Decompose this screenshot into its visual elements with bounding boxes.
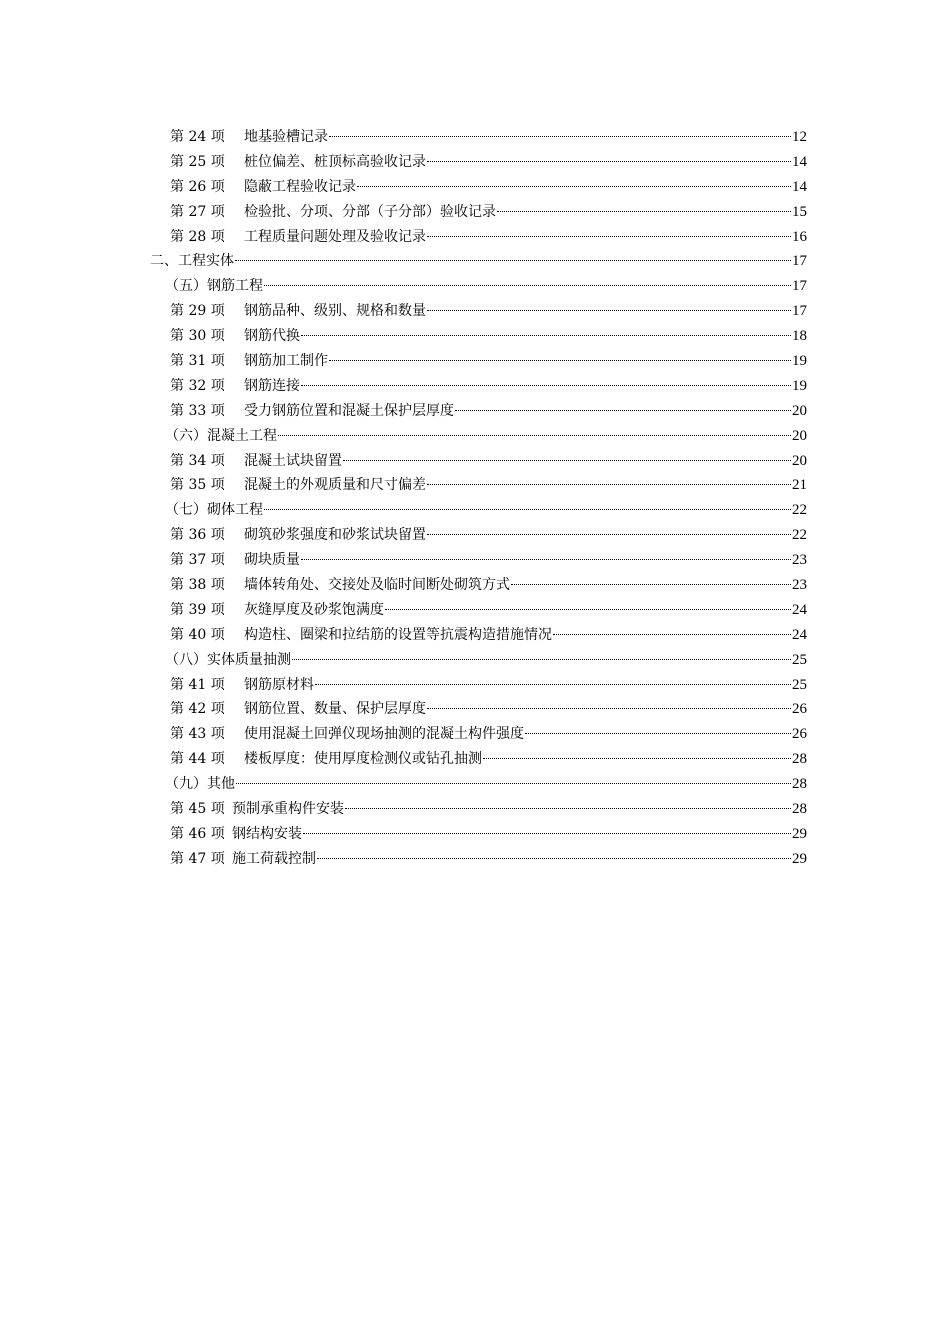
table-of-contents (150, 125, 807, 872)
toc-item-number: 第 31 项 (170, 353, 225, 370)
dot-leader (301, 335, 791, 336)
toc-entry-title: 使用混凝土回弹仪现场抽测的混凝土构件强度 (244, 726, 524, 743)
toc-page-number: 12 (792, 129, 807, 145)
toc-page-number: 19 (792, 353, 807, 370)
toc-entry-title: 受力钢筋位置和混凝土保护层厚度 (244, 402, 454, 419)
toc-item-number: 第 27 项 (170, 203, 225, 220)
toc-page-number: 18 (792, 328, 807, 345)
dot-leader (427, 310, 791, 311)
toc-page-number: 17 (792, 253, 807, 270)
toc-entry[interactable] (150, 175, 807, 200)
toc-entry[interactable] (150, 374, 807, 399)
dot-leader (483, 758, 791, 759)
toc-entry-title: 钢筋品种、级别、规格和数量 (244, 303, 426, 320)
toc-entry-title: （七）砌体工程 (165, 502, 263, 519)
toc-page-number: 29 (792, 850, 807, 867)
dot-leader (315, 684, 791, 685)
toc-entry[interactable] (150, 623, 807, 648)
toc-entry[interactable] (150, 747, 807, 772)
dot-leader (427, 534, 791, 535)
toc-page-number: 17 (792, 278, 807, 295)
toc-item-number: 第 34 项 (170, 452, 225, 469)
toc-entry[interactable] (150, 498, 807, 523)
toc-entry[interactable] (150, 349, 807, 374)
toc-item-number: 第 28 项 (170, 228, 225, 245)
toc-page-number: 28 (792, 776, 807, 793)
dot-leader (264, 509, 791, 510)
toc-entry-title: 检验批、分项、分部（子分部）验收记录 (244, 203, 496, 220)
toc-entry[interactable] (150, 299, 807, 324)
dot-leader (301, 559, 791, 560)
dot-leader (511, 584, 791, 585)
toc-page-number: 25 (792, 651, 807, 668)
dot-leader (357, 186, 791, 187)
toc-item-number: 第 42 项 (170, 701, 225, 718)
toc-entry[interactable] (150, 150, 807, 175)
dot-leader (236, 783, 791, 784)
toc-entry-title: 隐蔽工程验收记录 (244, 178, 356, 195)
toc-item-number: 第 38 项 (170, 577, 225, 594)
toc-entry-title: 灰缝厚度及砂浆饱满度 (244, 601, 384, 618)
toc-entry-title: 墙体转角处、交接处及临时间断处砌筑方式 (244, 577, 510, 594)
dot-leader (455, 410, 791, 411)
toc-entry-title: 砌筑砂浆强度和砂浆试块留置 (244, 527, 426, 544)
toc-item-number: 第 26 项 (170, 178, 225, 195)
toc-page-number: 19 (792, 377, 807, 394)
toc-item-number: 第 33 项 (170, 402, 225, 419)
toc-entry[interactable] (150, 473, 807, 498)
dot-leader (329, 136, 791, 137)
toc-page-number: 25 (792, 676, 807, 693)
toc-entry-title: （六）混凝土工程 (165, 427, 277, 444)
toc-entry[interactable] (150, 274, 807, 299)
toc-entry-title: 地基验槽记录 (244, 129, 328, 145)
toc-item-number: 第 41 项 (170, 676, 225, 693)
toc-entry[interactable] (150, 424, 807, 449)
toc-item-number: 第 43 项 (170, 726, 225, 743)
toc-entry[interactable] (150, 573, 807, 598)
dot-leader (292, 659, 791, 660)
toc-page-number: 21 (792, 477, 807, 494)
toc-item-number: 第 46 项 (170, 825, 225, 842)
toc-entry[interactable] (150, 697, 807, 722)
toc-entry[interactable] (150, 449, 807, 474)
toc-entry-title: 钢筋代换 (244, 328, 300, 345)
toc-page-number: 15 (792, 203, 807, 220)
toc-entry[interactable] (150, 225, 807, 250)
toc-item-number: 第 36 项 (170, 527, 225, 544)
dot-leader (235, 260, 791, 261)
toc-item-number: 第 40 项 (170, 626, 225, 643)
toc-page-number: 23 (792, 552, 807, 569)
toc-page-number: 20 (792, 452, 807, 469)
toc-item-number: 第 25 项 (170, 153, 225, 170)
toc-item-number: 第 24 项 (170, 129, 225, 145)
toc-entry-title: 二、工程实体 (150, 253, 234, 270)
toc-entry[interactable] (150, 324, 807, 349)
dot-leader (427, 236, 791, 237)
toc-entry-title: 钢结构安装 (232, 825, 302, 842)
toc-page-number: 26 (792, 726, 807, 743)
toc-item-number: 第 39 项 (170, 601, 225, 618)
toc-entry-title: 混凝土的外观质量和尺寸偏差 (244, 477, 426, 494)
toc-page-number: 16 (792, 228, 807, 245)
dot-leader (301, 385, 791, 386)
toc-page-number: 29 (792, 825, 807, 842)
toc-entry-title: （五）钢筋工程 (165, 278, 263, 295)
toc-entry-title: 楼板厚度：使用厚度检测仪或钻孔抽测 (244, 751, 482, 768)
dot-leader (264, 285, 791, 286)
toc-entry[interactable] (150, 648, 807, 673)
dot-leader (345, 808, 791, 809)
toc-item-number: 第 37 项 (170, 552, 225, 569)
toc-item-number: 第 29 项 (170, 303, 225, 320)
toc-entry[interactable] (150, 125, 807, 150)
toc-entry[interactable] (150, 822, 807, 847)
dot-leader (427, 484, 791, 485)
toc-entry[interactable] (150, 598, 807, 623)
toc-entry-title: 砌块质量 (244, 552, 300, 569)
dot-leader (553, 634, 791, 635)
toc-item-number: 第 32 项 (170, 377, 225, 394)
toc-item-number: 第 35 项 (170, 477, 225, 494)
toc-page-number: 20 (792, 402, 807, 419)
toc-entry-title: 钢筋加工制作 (244, 353, 328, 370)
toc-entry[interactable] (150, 722, 807, 747)
dot-leader (278, 435, 791, 436)
dot-leader (303, 833, 791, 834)
toc-page-number: 26 (792, 701, 807, 718)
toc-page-number: 17 (792, 303, 807, 320)
toc-entry[interactable] (150, 200, 807, 225)
dot-leader (317, 858, 791, 859)
toc-item-number: 第 30 项 (170, 328, 225, 345)
toc-entry-title: 桩位偏差、桩顶标高验收记录 (244, 153, 426, 170)
toc-entry-title: 构造柱、圈梁和拉结筋的设置等抗震构造措施情况 (244, 626, 552, 643)
toc-page-number: 20 (792, 427, 807, 444)
toc-page-number: 24 (792, 601, 807, 618)
toc-item-number: 第 45 项 (170, 801, 225, 818)
toc-entry[interactable] (150, 797, 807, 822)
toc-page-number: 22 (792, 527, 807, 544)
dot-leader (385, 609, 791, 610)
toc-entry-title: 混凝土试块留置 (244, 452, 342, 469)
dot-leader (343, 460, 791, 461)
toc-entry[interactable] (150, 399, 807, 424)
toc-page-number: 24 (792, 626, 807, 643)
toc-entry-title: 施工荷载控制 (232, 850, 316, 867)
toc-entry-title: （八）实体质量抽测 (165, 651, 291, 668)
toc-item-number: 第 44 项 (170, 751, 225, 768)
toc-entry[interactable] (150, 523, 807, 548)
dot-leader (329, 360, 791, 361)
dot-leader (497, 211, 791, 212)
toc-entry[interactable] (150, 249, 807, 274)
toc-entry-title: 钢筋位置、数量、保护层厚度 (244, 701, 426, 718)
toc-page-number: 22 (792, 502, 807, 519)
toc-entry-title: 钢筋连接 (244, 377, 300, 394)
toc-entry[interactable] (150, 847, 807, 872)
toc-entry[interactable] (150, 772, 807, 797)
toc-page-number: 14 (792, 178, 807, 195)
toc-page-number: 28 (792, 801, 807, 818)
dot-leader (525, 733, 791, 734)
toc-item-number: 第 47 项 (170, 850, 225, 867)
toc-entry[interactable] (150, 548, 807, 573)
toc-page-number: 23 (792, 577, 807, 594)
toc-entry-title: 工程质量问题处理及验收记录 (244, 228, 426, 245)
toc-entry-title: 钢筋原材料 (244, 676, 314, 693)
toc-entry-title: 预制承重构件安装 (232, 801, 344, 818)
toc-page-number: 28 (792, 751, 807, 768)
toc-entry[interactable] (150, 673, 807, 698)
dot-leader (427, 708, 791, 709)
toc-entry-title: （九）其他 (165, 776, 235, 793)
toc-page-number: 14 (792, 153, 807, 170)
dot-leader (427, 161, 791, 162)
